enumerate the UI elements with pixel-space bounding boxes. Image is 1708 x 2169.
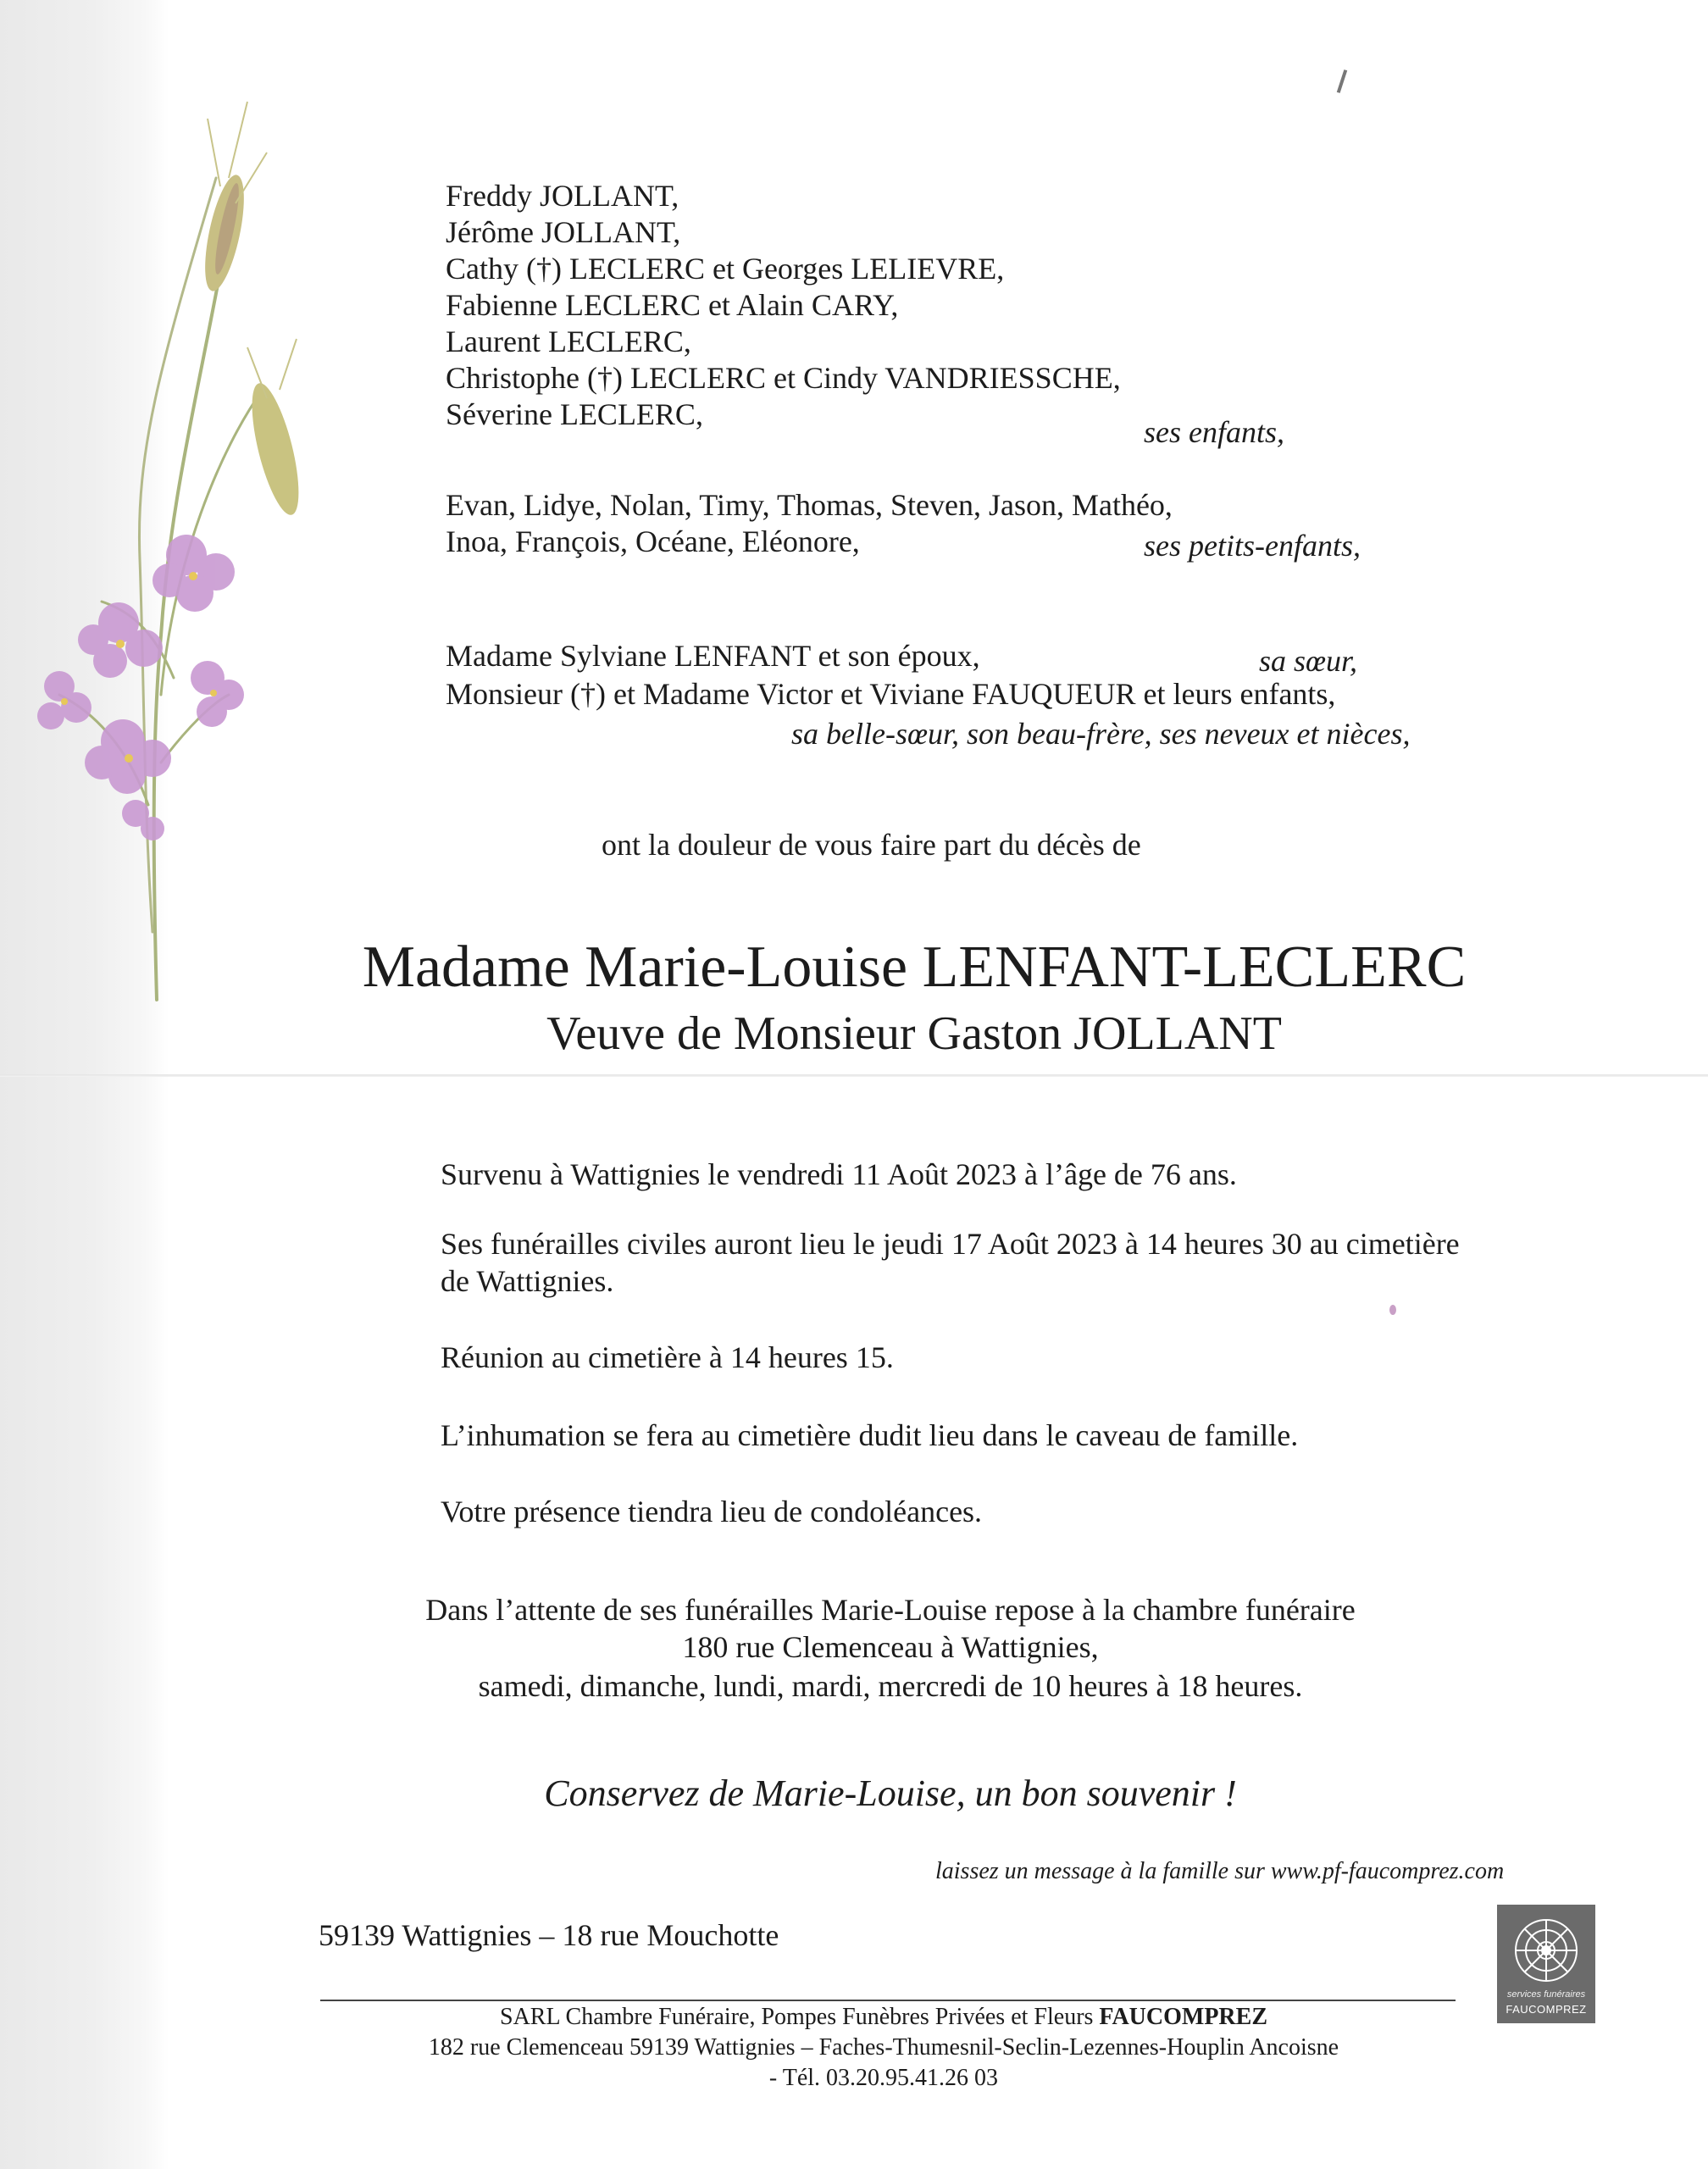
ink-dot (1389, 1305, 1396, 1315)
footer-company-text: SARL Chambre Funéraire, Pompes Funèbres Privées et Fleurs (500, 2004, 1100, 2030)
inlaws-role: sa belle-sœur, son beau-frère, ses neveux et nièces, (791, 717, 1411, 751)
meeting-details: Réunion au cimetière à 14 heures 15. (441, 1340, 894, 1374)
message-link[interactable]: laissez un message à la famille sur www.pf-faucomprez.com (935, 1858, 1505, 1884)
closing-message: Conservez de Marie-Louise, un bon souvenir ! (544, 1772, 1237, 1814)
child-name: Jérôme JOLLANT, (446, 215, 681, 249)
footer-company (0, 2003, 1708, 2032)
funeral-details-cont: de Wattignies. (441, 1264, 614, 1298)
deceased-name: Madame Marie-Louise LENFANT-LECLERC (362, 935, 1467, 1000)
logo-name: FAUCOMPREZ (1506, 2003, 1587, 2016)
wake-line: samedi, dimanche, lundi, mardi, mercredi de 10 heures à 18 heures. (478, 1669, 1303, 1703)
fold-line (0, 1074, 1708, 1077)
grandchildren-role: ses petits-enfants, (1144, 529, 1361, 563)
wake-line: Dans l’attente de ses funérailles Marie-Louise repose à la chambre funéraire (425, 1593, 1356, 1627)
funeral-details: Ses funérailles civiles auront lieu le jeudi 17 Août 2023 à 14 heures 30 au cimetière (441, 1227, 1460, 1261)
logo-tagline: services funéraires (1506, 1989, 1586, 2000)
children-role: ses enfants, (1144, 415, 1284, 449)
child-name: Cathy (†) LECLERC et Georges LELIEVRE, (446, 252, 1005, 286)
wake-line: 180 rue Clemenceau à Wattignies, (682, 1630, 1099, 1664)
child-name: Christophe (†) LECLERC et Cindy VANDRIESSCHE, (446, 361, 1121, 395)
child-name: Fabienne LECLERC et Alain CARY, (446, 288, 899, 322)
death-details: Survenu à Wattignies le vendredi 11 Août 2023 à l’âge de 76 ans. (441, 1157, 1237, 1191)
pen-mark (1337, 69, 1347, 93)
grandchildren-line: Inoa, François, Océane, Eléonore, (446, 524, 860, 558)
sister-role: sa sœur, (1259, 644, 1358, 678)
inlaws-line: Monsieur (†) et Madame Victor et Viviane FAUQUEUR et leurs enfants, (446, 677, 1336, 711)
child-name: Laurent LECLERC, (446, 325, 691, 358)
announcement: ont la douleur de vous faire part du décès de (602, 828, 1141, 862)
child-name: Freddy JOLLANT, (446, 179, 679, 213)
sister-line: Madame Sylviane LENFANT et son époux, (446, 639, 980, 673)
footer-divider (320, 2000, 1456, 2001)
footer-brand: FAUCOMPREZ (1099, 2004, 1267, 2030)
condolences-note: Votre présence tiendra lieu de condoléances. (441, 1495, 983, 1528)
footer-address: 182 rue Clemenceau 59139 Wattignies – Faches-Thumesnil-Seclin-Lezennes-Houplin Ancoisne (428, 2034, 1339, 2061)
footer-phone: - Tél. 03.20.95.41.26 03 (768, 2065, 999, 2091)
grandchildren-line: Evan, Lidye, Nolan, Timy, Thomas, Steven, Jason, Mathéo, (446, 488, 1173, 522)
children-list (446, 178, 1121, 433)
rosette-icon (1512, 1917, 1580, 1984)
burial-details: L’inhumation se fera au cimetière dudit lieu dans le caveau de famille. (441, 1418, 1299, 1452)
family-address: 59139 Wattignies – 18 rue Mouchotte (319, 1918, 779, 1952)
floral-illustration-icon (25, 85, 305, 1017)
deceased-subtitle: Veuve de Monsieur Gaston JOLLANT (546, 1007, 1282, 1060)
child-name: Séverine LECLERC, (446, 397, 703, 431)
